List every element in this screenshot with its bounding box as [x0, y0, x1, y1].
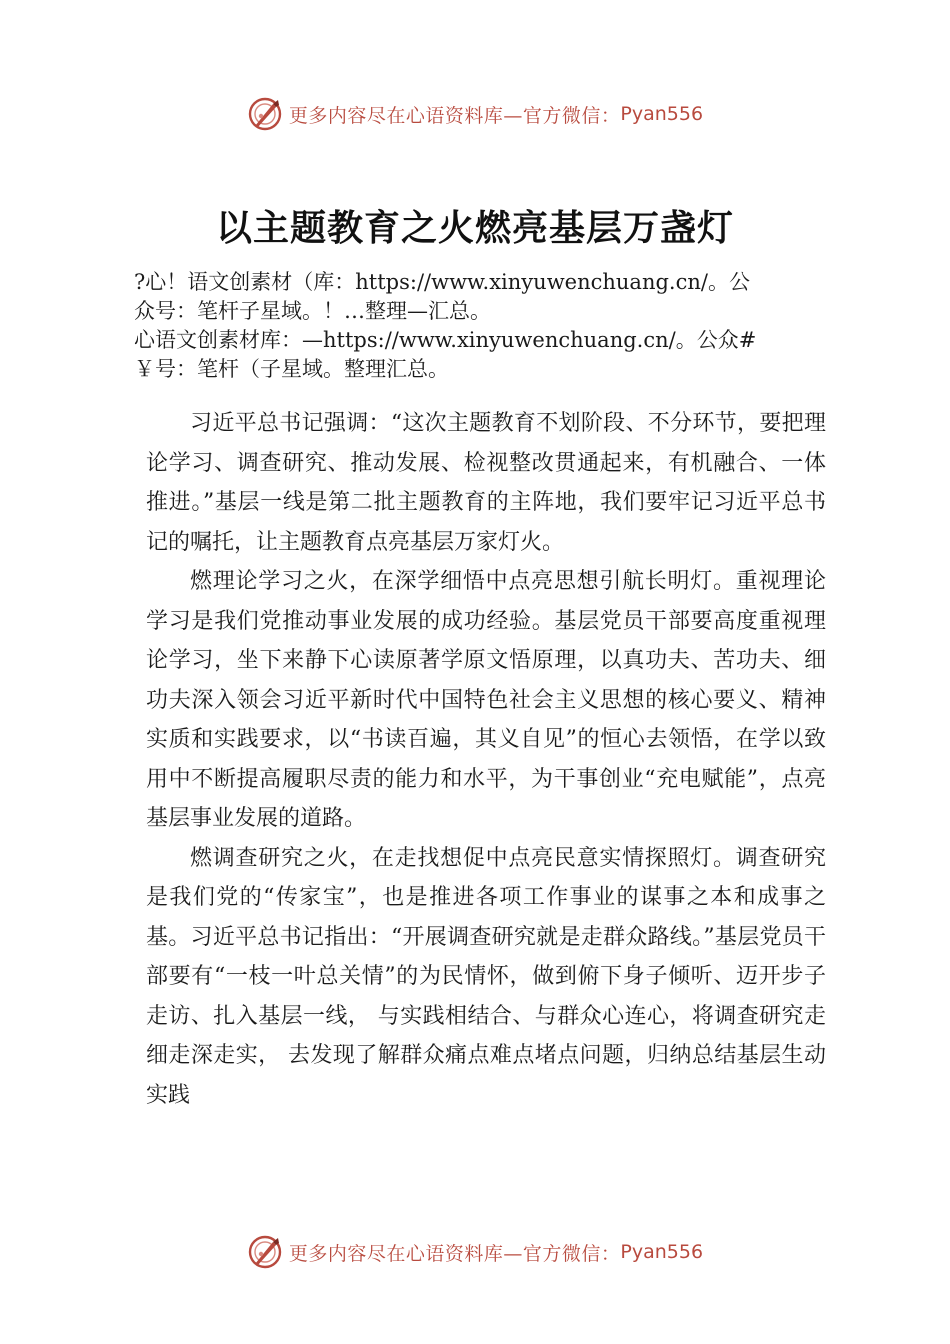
page-title: 以主题教育之火燃亮基层万盏灯: [215, 207, 734, 249]
header-banner-text: 更多内容尽在心语资料库—官方微信：: [288, 104, 621, 127]
paragraph-investigation: 燃调查研究之火，在走找想促中点亮民意实情探照灯。调查研究是我们党的“传家宝”，也是推进各项工作事业的谋事之本和成事之基。习近平总书记指出：“开展调查研究就是走群众路线。”基层党员干部要有“一枝一叶总关情”的为民情怀，做到俯下身子倾听、迈开步子走访、扎入基层一线， 与实践相结合、与群众心连心，将调查研究走细走深走实， 去发现了解群众痛点难点堵点问题，归纳总结基层生动实践: [146, 845, 826, 1108]
source-line: 众号：笔杆子星域。！…整理—汇总。: [134, 299, 491, 323]
quill-pen-logo-icon: [247, 1234, 283, 1270]
paragraph-intro: 习近平总书记强调：“这次主题教育不划阶段、不分环节，要把理论学习、调查研究、推动发展、检视整改贯通起来，有机融合、一体推进。”基层一线是第二批主题教育的主阵地，我们要牢记习近平总书记的嘱托，让主题教育点亮基层万家灯火。: [146, 411, 826, 555]
article-body: [146, 404, 826, 1115]
source-line: ￥号：笔杆（子星域。整理汇总。: [134, 357, 449, 381]
footer-wechat-id: Pyan556: [620, 1241, 704, 1263]
quill-pen-logo-icon: [247, 96, 283, 132]
source-line: ?心！语文创素材（库：https://www.xinyuwenchuang.cn/。公: [134, 270, 750, 294]
source-line: 心语文创素材库：—https://www.xinyuwenchuang.cn/。公众#: [134, 328, 757, 352]
footer-banner-text: 更多内容尽在心语资料库—官方微信：: [288, 1242, 621, 1265]
header-wechat-id: Pyan556: [620, 103, 704, 125]
header-banner: [0, 92, 950, 136]
paragraph-theory-study: 燃理论学习之火，在深学细悟中点亮思想引航长明灯。重视理论学习是我们党推动事业发展的成功经验。基层党员干部要高度重视理论学习，坐下来静下心读原著学原文悟原理，以真功夫、苦功夫、细功夫深入领会习近平新时代中国特色社会主义思想的核心要义、精神实质和实践要求，以“书读百遍，其义自见”的恒心去领悟，在学以致用中不断提高履职尽责的能力和水平，为干事创业“充电赋能”，点亮基层事业发展的道路。: [146, 569, 826, 831]
source-block: [134, 268, 854, 384]
footer-banner: [0, 1230, 950, 1274]
